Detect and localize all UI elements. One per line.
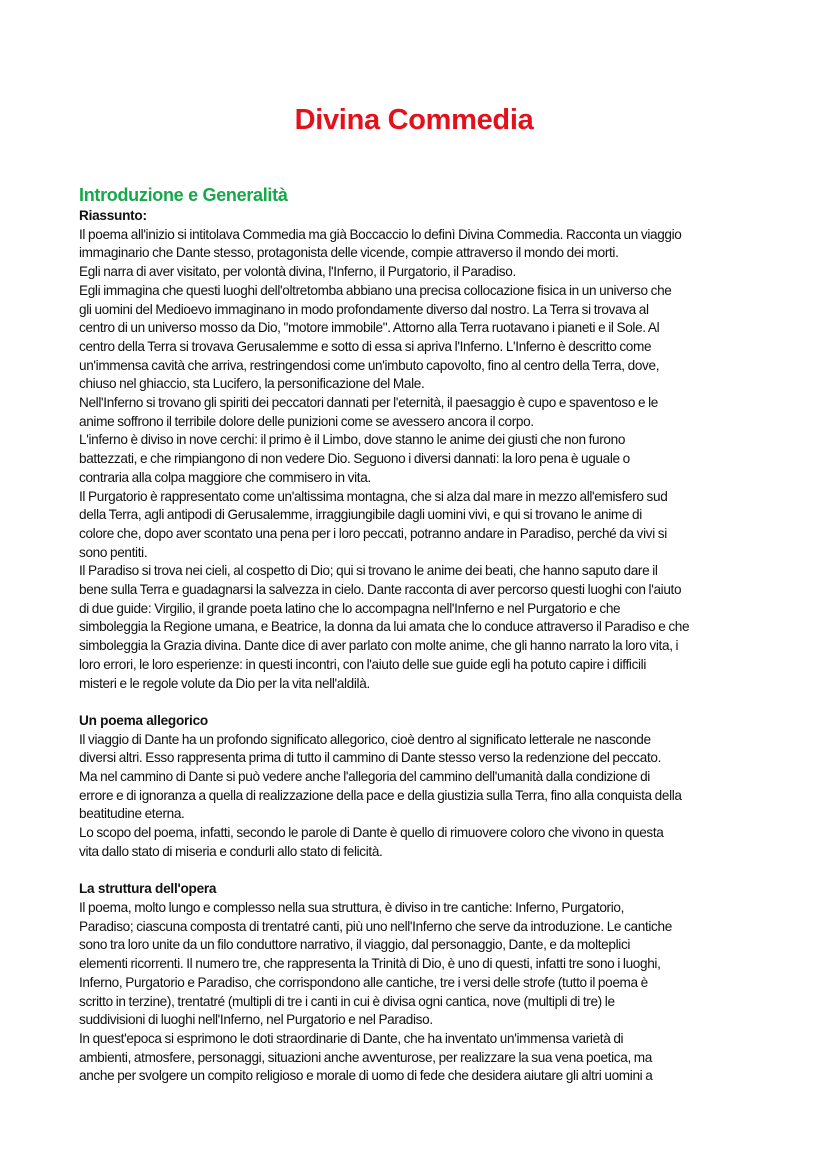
text-line: di due guide: Virgilio, il grande poeta latino che lo accompagna nell'Inferno e nel Purgatorio e che <box>79 600 621 616</box>
text-line: beatitudine eterna. <box>79 806 185 822</box>
text-line: Ma nel cammino di Dante si può vedere anche l'allegoria del cammino dell'umanità dalla condizione di <box>79 769 650 785</box>
text-line: suddivisioni di luoghi nell'Inferno, nel Purgatorio e nel Paradiso. <box>79 1012 433 1028</box>
text-line: elementi ricorrenti. Il numero tre, che rappresenta la Trinità di Dio, è uno di questi, infatti tre sono i luoghi, <box>79 956 661 972</box>
subheading: La struttura dell'opera <box>79 881 217 897</box>
subheading: Riassunto: <box>79 208 147 223</box>
text-line: gli uomini del Medioevo immaginano in modo profondamente diverso dal nostro. La Terra si trovava al <box>79 301 649 317</box>
paragraph-lines <box>79 899 759 1086</box>
text-line: Il Purgatorio è rappresentato come un'altissima montagna, che si alza dal mare in mezzo all'emisfero sud <box>79 488 668 504</box>
text-line: In quest'epoca si esprimono le doti straordinarie di Dante, che ha inventato un'immensa varietà di <box>79 1030 624 1046</box>
text-line: Lo scopo del poema, infatti, secondo le parole di Dante è quello di rimuovere coloro che vivono in questa <box>79 825 664 841</box>
document-body <box>79 183 759 1086</box>
text-line: Il poema, molto lungo e complesso nella sua struttura, è diviso in tre cantiche: Inferno, Purgatorio, <box>79 899 625 915</box>
text-line: L'inferno è diviso in nove cerchi: il primo è il Limbo, dove stanno le anime dei giusti che non furono <box>79 432 626 448</box>
text-line: Inferno, Purgatorio e Paradiso, che corrispondono alle cantiche, tre i versi delle strofe (tutto il poema è <box>79 974 648 990</box>
section-riassunto <box>79 207 759 693</box>
text-line: misteri e le regole volute da Dio per la vita nell'aldilà. <box>79 675 370 691</box>
text-line: simboleggia la Regione umana, e Beatrice, la donna da lui amata che lo conduce attraverso il Paradiso e che <box>79 619 690 635</box>
subheading: Un poema allegorico <box>79 712 208 728</box>
text-line: Il Paradiso si trova nei cieli, al cospetto di Dio; qui si trovano le anime dei beati, che hanno saputo dare il <box>79 563 658 579</box>
text-line: anche per svolgere un compito religioso e morale di uomo di fede che desidera aiutare gli altri uomini a <box>79 1068 653 1084</box>
text-line: vita dallo stato di miseria e condurli allo stato di felicità. <box>79 843 383 859</box>
text-line: chiuso nel ghiaccio, sta Lucifero, la personificazione del Male. <box>79 376 425 392</box>
text-line: Il poema all'inizio si intitolava Commedia ma già Boccaccio lo definì Divina Commedia. Racconta un viaggio <box>79 226 682 242</box>
text-line: battezzati, e che rimpiangono di non vedere Dio. Seguono i diversi dannati: la loro pena è uguale o <box>79 451 630 467</box>
text-line: Egli narra di aver visitato, per volontà divina, l'Inferno, il Purgatorio, il Paradiso. <box>79 264 516 280</box>
text-line: simboleggia la Grazia divina. Dante dice di aver parlato con molte anime, che gli hanno narrato la loro vita, i <box>79 638 679 654</box>
text-line: diversi altri. Esso rappresenta prima di tutto il cammino di Dante stesso verso la redenzione del peccato. <box>79 750 662 766</box>
text-line: centro di un universo mosso da Dio, "motore immobile". Attorno alla Terra ruotavano i pianeti e il Sole. Al <box>79 320 660 336</box>
text-line: scritto in terzine), trentatré (multipli di tre i canti in cui è divisa ogni cantica, nove (multipli di tre) le <box>79 993 615 1009</box>
text-line: contraria alla colpa maggiore che commisero in vita. <box>79 469 371 485</box>
section-heading: Introduzione e Generalità <box>79 185 288 205</box>
text-line: Nell'Inferno si trovano gli spiriti dei peccatori dannati per l'eternità, il paesaggio è cupo e spaventoso e le <box>79 395 658 411</box>
text-line: Egli immagina che questi luoghi dell'oltretomba abbiano una precisa collocazione fisica in un universo che <box>79 282 672 298</box>
text-line: colore che, dopo aver scontato una pena per i loro peccati, potranno andare in Paradiso, perché da vivi si <box>79 525 667 541</box>
section-poema-allegorico <box>79 712 759 862</box>
text-line: sono pentiti. <box>79 544 148 560</box>
text-line: sono tra loro unite da un filo conduttore narrativo, il viaggio, dal personaggio, Dante, e da molteplici <box>79 937 631 953</box>
text-line: Paradiso; ciascuna composta di trentatré canti, più uno nell'Inferno che serve da introduzione. Le cantiche <box>79 918 672 934</box>
text-line: della Terra, agli antipodi di Gerusalemme, irraggiungibile dagli uomini vivi, e qui si trovano le anime di <box>79 507 642 523</box>
paragraph-gap <box>79 693 759 712</box>
text-line: ambienti, atmosfere, personaggi, situazioni anche avventurose, per realizzare la sua vena poetica, ma <box>79 1049 652 1065</box>
text-line: immaginario che Dante stesso, protagonista delle vicende, compie attraverso il mondo dei morti. <box>79 245 619 261</box>
document-title: Divina Commedia <box>294 104 534 136</box>
paragraph-lines <box>79 731 759 862</box>
section-struttura-opera <box>79 880 759 1086</box>
text-line: anime soffrono il terribile dolore delle punizioni come se avessero ancora il corpo. <box>79 413 534 429</box>
text-line: bene sulla Terra e guadagnarsi la salvezza in cielo. Dante racconta di aver percorso questi luoghi con l'aiuto <box>79 582 682 598</box>
text-line: centro della Terra si trovava Gerusalemme e sotto di essa si apriva l'Inferno. L'Inferno è descritto come <box>79 338 652 354</box>
text-line: loro errori, le loro esperienze: in questi incontri, con l'aiuto delle sue guide egli ha potuto capire i difficili <box>79 656 647 672</box>
text-line: errore e di ignoranza a quella di realizzazione della pace e della giustizia sulla Terra, fino alla conquista della <box>79 787 682 803</box>
text-line: Il viaggio di Dante ha un profondo significato allegorico, cioè dentro al significato letterale ne nasconde <box>79 731 651 747</box>
text-line: un'immensa cavità che arriva, restringendosi come un'imbuto capovolto, fino al centro della Terra, dove, <box>79 357 660 373</box>
paragraph-lines <box>79 226 759 694</box>
paragraph-gap <box>79 862 759 881</box>
